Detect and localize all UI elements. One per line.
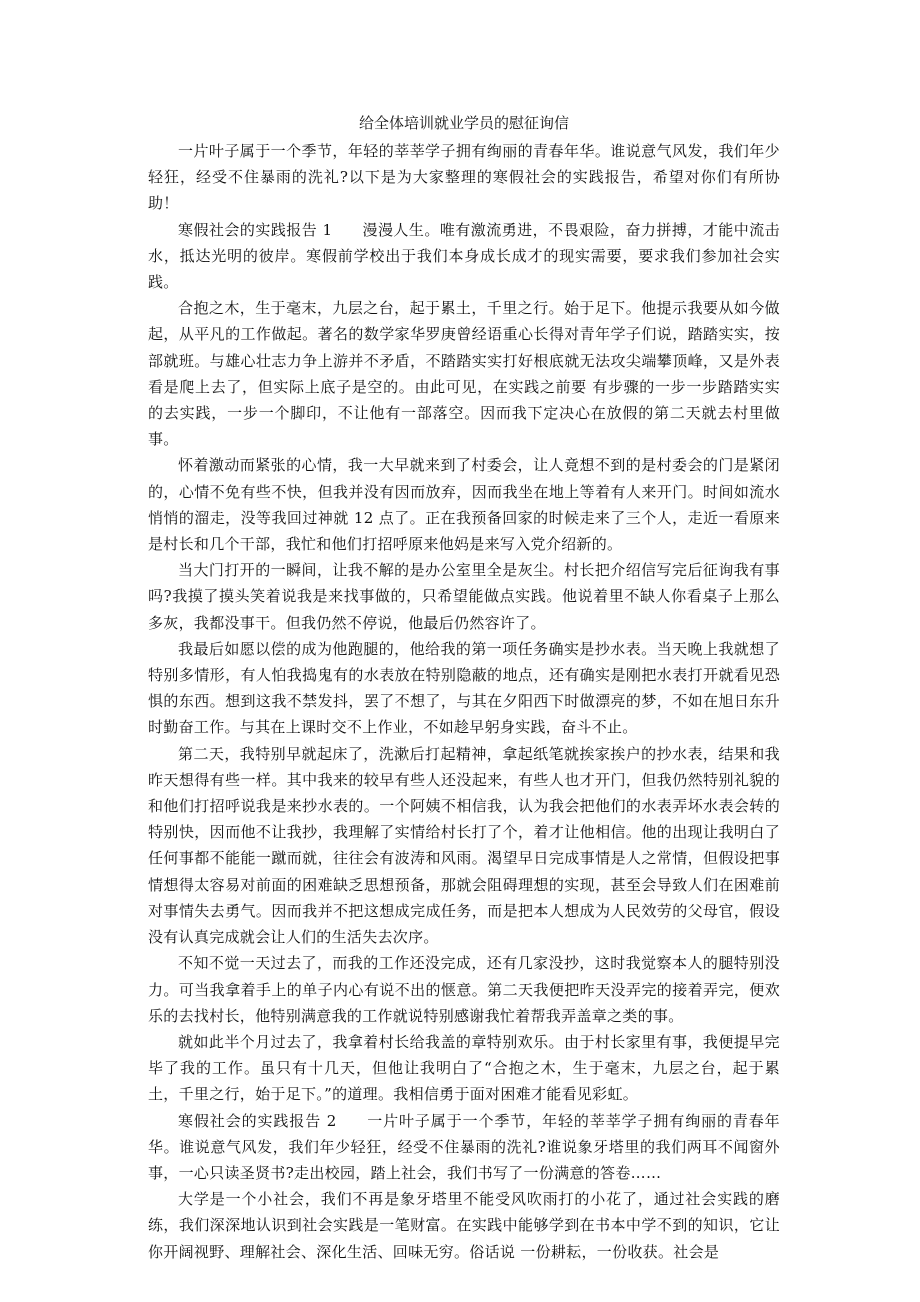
paragraph-1 <box>148 138 780 217</box>
paragraph-9-text: 就如此半个月过去了，我拿着村长给我盖的章特别欢乐。由于村长家里有事，我便提早完毕了我的工作。虽只有十几天，但他让我明白了“合抱之木，生于毫末，九层之台，起于累土，千里之行，始于足下。”的道理。我相信勇于面对困难才能看见彩虹。 <box>148 1032 780 1104</box>
paragraph-10-text: 一片叶子属于一个季节，年轻的莘莘学子拥有绚丽的青春年华。谁说意气风发，我们年少轻狂，经受不住暴雨的洗礼?谁说象牙塔里的我们两耳不闻窗外事，一心只读圣贤书?走出校园，踏上社会，我们书写了一份满意的答卷…… <box>148 1111 780 1182</box>
paragraph-7 <box>148 741 780 951</box>
paragraph-5-text: 当大门打开的一瞬间，让我不解的是办公室里全是灰尘。村长把介绍信写完后征询我有事吗?我摸了摸头笑着说我是来找事做的，只希望能做点实践。他说着里不缺人你看桌子上那么多灰，我都没事干。但我仍然不停说，他最后仍然容许了。 <box>148 561 780 632</box>
paragraph-5 <box>148 557 780 636</box>
paragraph-9 <box>148 1029 780 1108</box>
paragraph-8 <box>148 950 780 1029</box>
paragraph-6-text: 我最后如愿以偿的成为他跑腿的，他给我的第一项任务确实是抄水表。当天晚上我就想了特别多情形，有人怕我捣鬼有的水表放在特别隐蔽的地点，还有确实是刚把水表打开就看见恐惧的东西。想到这我不禁发抖，罢了不想了，与其在夕阳西下时做漂亮的梦，不如在旭日东升时勤奋工作。与其在上课时交不上作业，不如趁早躬身实践，奋斗不止。 <box>148 639 780 737</box>
paragraph-7-text: 第二天，我特别早就起床了，洗漱后打起精神，拿起纸笔就挨家挨户的抄水表，结果和我昨天想得有些一样。其中我来的较早有些人还没起来，有些人也才开门，但我仍然特别礼貌的和他们打招呼说我是来抄水表的。一个阿姨不相信我，认为我会把他们的水表弄坏水表会转的特别快，因而他不让我抄，我理解了实情给村长打了个，着才让他相信。他的出现让我明白了任何事都不能能一蹴而就，往往会有波涛和风雨。渴望早日完成事情是人之常情，但假设把事情想得太容易对前面的困难缺乏思想预备，那就会阻碍理想的实现，甚至会导致人们在困难前对事情失去勇气。因而我并不把这想成完成任务，而是把本人想成为人民效劳的父母官，假设没有认真完成就会让人们的生活失去次序。 <box>148 744 780 947</box>
paragraph-4 <box>148 452 780 557</box>
paragraph-10 <box>148 1108 780 1187</box>
paragraph-3 <box>148 295 780 452</box>
document-title: 给全体培训就业学员的慰征询信 <box>358 114 569 132</box>
paragraph-8-text: 不知不觉一天过去了，而我的工作还没完成，还有几家没抄，这时我觉察本人的腿特别没力。可当我拿着手上的单子内心有说不出的惬意。第二天我便把昨天没弄完的接着弄完，便欢乐的去找村长，他特别满意我的工作就说特别感谢我忙着帮我弄盖章之类的事。 <box>148 954 780 1025</box>
paragraph-3-text: 合抱之木，生于毫末，九层之台，起于累土，千里之行。始于足下。他提示我要从如今做起，从平凡的工作做起。著名的数学家华罗庚曾经语重心长得对青年学子们说，踏踏实实，按部就班。与雄心壮志力争上游并不矛盾，不踏踏实实打好根底就无法攻尖端攀顶峰，又是外表看是爬上去了，但实际上底子是空的。由此可见，在实践之前要 有步骤的一步一步踏踏实实的去实践，一步一个脚印，不让他有一部落空。因而我下定决心在放假的第二天就去村里做事。 <box>148 299 780 449</box>
paragraph-4-text: 怀着激动而紧张的心情，我一大早就来到了村委会，让人竟想不到的是村委会的门是紧闭的，心情不免有些不快，但我并没有因而放弃，因而我坐在地上等着有人来开门。时间如流水悄悄的溜走，没等我回过神就 12 点了。正在我预备回家的时候走来了三个人，走近一看原来是村长和几个干部，我忙和他们打招呼原来他妈是来写入党介绍新的。 <box>148 456 780 554</box>
paragraph-11 <box>148 1186 780 1265</box>
document-body <box>148 112 780 1265</box>
report-2-heading: 寒假社会的实践报告 2 <box>178 1111 337 1130</box>
paragraph-6 <box>148 636 780 741</box>
paragraph-11-text: 大学是一个小社会，我们不再是象牙塔里不能受风吹雨打的小花了，通过社会实践的磨练，我们深深地认识到社会实践是一笔财富。在实践中能够学到在书本中学不到的知识，它让你开阔视野、理解社会、深化生活、回味无穷。俗话说 一份耕耘，一份收获。社会是 <box>148 1190 780 1261</box>
paragraph-2-text: 漫漫人生。唯有激流勇进，不畏艰险，奋力拼搏，才能中流击水，抵达光明的彼岸。寒假前学校出于我们本身成长成才的现实需要，要求我们参加社会实践。 <box>148 220 780 292</box>
paragraph-2 <box>148 217 780 296</box>
paragraph-1-text: 一片叶子属于一个季节，年轻的莘莘学子拥有绚丽的青春年华。谁说意气风发，我们年少轻狂，经受不住暴雨的洗礼?以下是为大家整理的寒假社会的实践报告，希望对你们有所协助！ <box>148 142 780 213</box>
report-1-heading: 寒假社会的实践报告 1 <box>178 220 333 239</box>
